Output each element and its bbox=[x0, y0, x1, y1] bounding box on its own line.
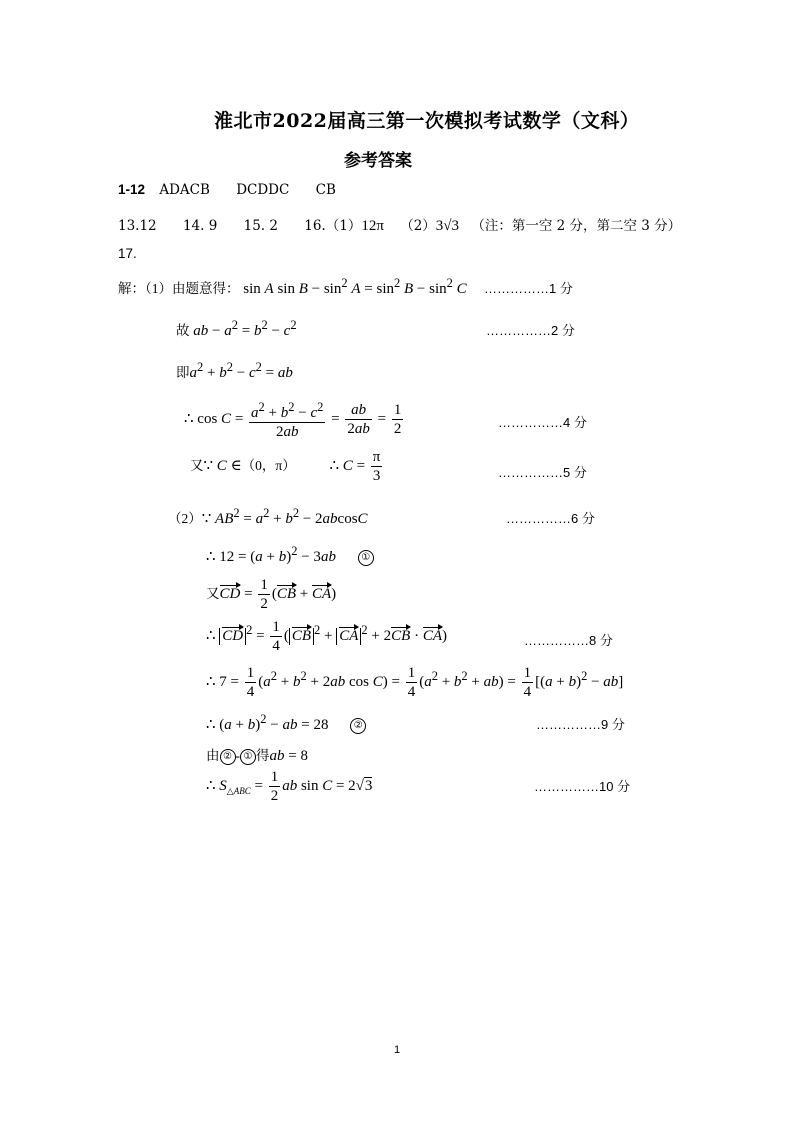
fill-15: 15. 2 bbox=[243, 218, 278, 234]
solution-line-5: 又∵ C ∈（0，π） ∴ C = $\frac{\pi}{3}$ bbox=[190, 449, 381, 484]
solution-line-2: 故 ab − $a^2 = b^2 - c^2$ bbox=[176, 318, 297, 339]
score-9: ……………9 分 bbox=[536, 717, 625, 732]
fraction: $\frac{1}{2}$ bbox=[393, 402, 402, 437]
solution-line-10: ∴ 7 = $\frac{1}{4}$ ($a^2 + b^2 + 2ab$ cos C) = $\frac{1}{4}$ $(a^2 + b^2 + ab)$ = $\frac{1}{4}$ $[(a + b)^2 - ab]$ bbox=[206, 665, 624, 700]
label-de: 得 bbox=[256, 748, 270, 763]
label-you: 又 bbox=[190, 457, 204, 473]
fraction: $\frac{1}{4}$ bbox=[407, 665, 416, 700]
part2-label: （2） bbox=[168, 511, 202, 526]
fill-16-part1: 12π bbox=[361, 218, 384, 234]
solution-line-6: （2）∵ $AB^2 = a^2 + b^2 - 2abcosC$ bbox=[168, 506, 368, 527]
fill-16-note: （注：第一空 2 分，第二空 3 分） bbox=[471, 218, 682, 234]
fraction: $\frac{1}{4}$ bbox=[272, 619, 280, 654]
interval: （0，π） bbox=[241, 457, 296, 473]
label-you-2: 又 bbox=[206, 585, 220, 601]
score-5: ……………5 分 bbox=[498, 465, 587, 480]
label-you-from: 由 bbox=[206, 748, 220, 763]
equation-marker-2: ② bbox=[350, 718, 366, 734]
fraction: $\frac{a^2 + b^2 - c^2}{2ab}$ bbox=[251, 400, 324, 440]
fraction: $\frac{1}{4}$ bbox=[246, 665, 255, 700]
equation-ref-2: ② bbox=[220, 749, 236, 765]
mc-label: 1-12 bbox=[118, 182, 146, 197]
score-6: ……………6 分 bbox=[506, 511, 595, 526]
page-title: 淮北市2022届高三第一次模拟考试数学（文科） bbox=[214, 110, 640, 132]
fill-13: 13.12 bbox=[118, 218, 157, 234]
score-4: ……………4 分 bbox=[498, 415, 587, 430]
solution-line-8: 又CD = $\frac{1}{2}$ (CB + CA) bbox=[206, 577, 337, 612]
solution-line-3: 即$a^2 + b^2 - c^2$ = ab bbox=[176, 360, 293, 381]
label-minus: - bbox=[235, 748, 240, 763]
solution-line-7: ∴ $12 = (a + b)^2 - 3ab$ ① bbox=[206, 544, 374, 566]
fraction: $\frac{1}{2}$ bbox=[270, 769, 279, 804]
fraction: $\frac{\pi}{3}$ bbox=[372, 449, 381, 484]
page-number: 1 bbox=[394, 1044, 401, 1056]
label-ji: 即 bbox=[176, 365, 190, 380]
label-gu: 故 bbox=[176, 323, 190, 338]
equation-ref-1: ① bbox=[240, 749, 256, 765]
score-2: ……………2 分 bbox=[486, 323, 575, 338]
score-10: ……………10 分 bbox=[534, 779, 631, 794]
fraction: $\frac{1}{4}$ bbox=[523, 665, 532, 700]
solution-line-11: ∴ $(a + b)^2$ − ab = 28 ② bbox=[206, 712, 366, 734]
score-1: ……………1 分 bbox=[484, 281, 573, 296]
fill-16-mid: （2） bbox=[400, 218, 436, 234]
solution-line-4: ∴ cos C = $\frac{a^2 + b^2 - c^2}{2ab}$ = $\frac{ab}{2ab}$ = $\frac{1}{2}$ bbox=[184, 400, 402, 440]
solution-line-13: ∴ $S_{\triangle ABC}$ = $\frac{1}{2}$ ab sin C = 2√3 bbox=[206, 769, 373, 804]
fraction: $\frac{1}{2}$ bbox=[260, 577, 268, 612]
solution-line-12: 由 ② - ① 得ab = 8 bbox=[206, 748, 308, 764]
solution-line-1: 解：（1）由题意得： sin A $\sin B - \sin^2 A = \sin^2 B - \sin^2 C$ bbox=[118, 276, 467, 297]
mc-answers bbox=[118, 182, 336, 198]
solution-intro: 解：（1）由题意得： bbox=[118, 281, 240, 296]
mc-group-3: CB bbox=[315, 182, 336, 198]
score-8: ……………8 分 bbox=[524, 633, 613, 648]
fill-14: 14. 9 bbox=[182, 218, 218, 234]
mc-group-1: ADACB bbox=[159, 182, 210, 198]
problem-number: 17. bbox=[118, 246, 137, 261]
fill-answers bbox=[118, 214, 681, 235]
page-subtitle: 参考答案 bbox=[344, 151, 412, 171]
equation-marker-1: ① bbox=[358, 550, 374, 566]
fraction: $\frac{ab}{2ab}$ bbox=[347, 402, 370, 437]
fill-16-prefix: 16.（1） bbox=[304, 218, 362, 234]
solution-line-9: ∴ CD $^2$ = $\frac{1}{4}$ ( CB $^2$ + CA $^2$ + 2CB · CA) bbox=[206, 619, 447, 654]
mc-group-2: DCDDC bbox=[236, 182, 290, 198]
fill-16-part2: 3√3 bbox=[435, 218, 460, 234]
